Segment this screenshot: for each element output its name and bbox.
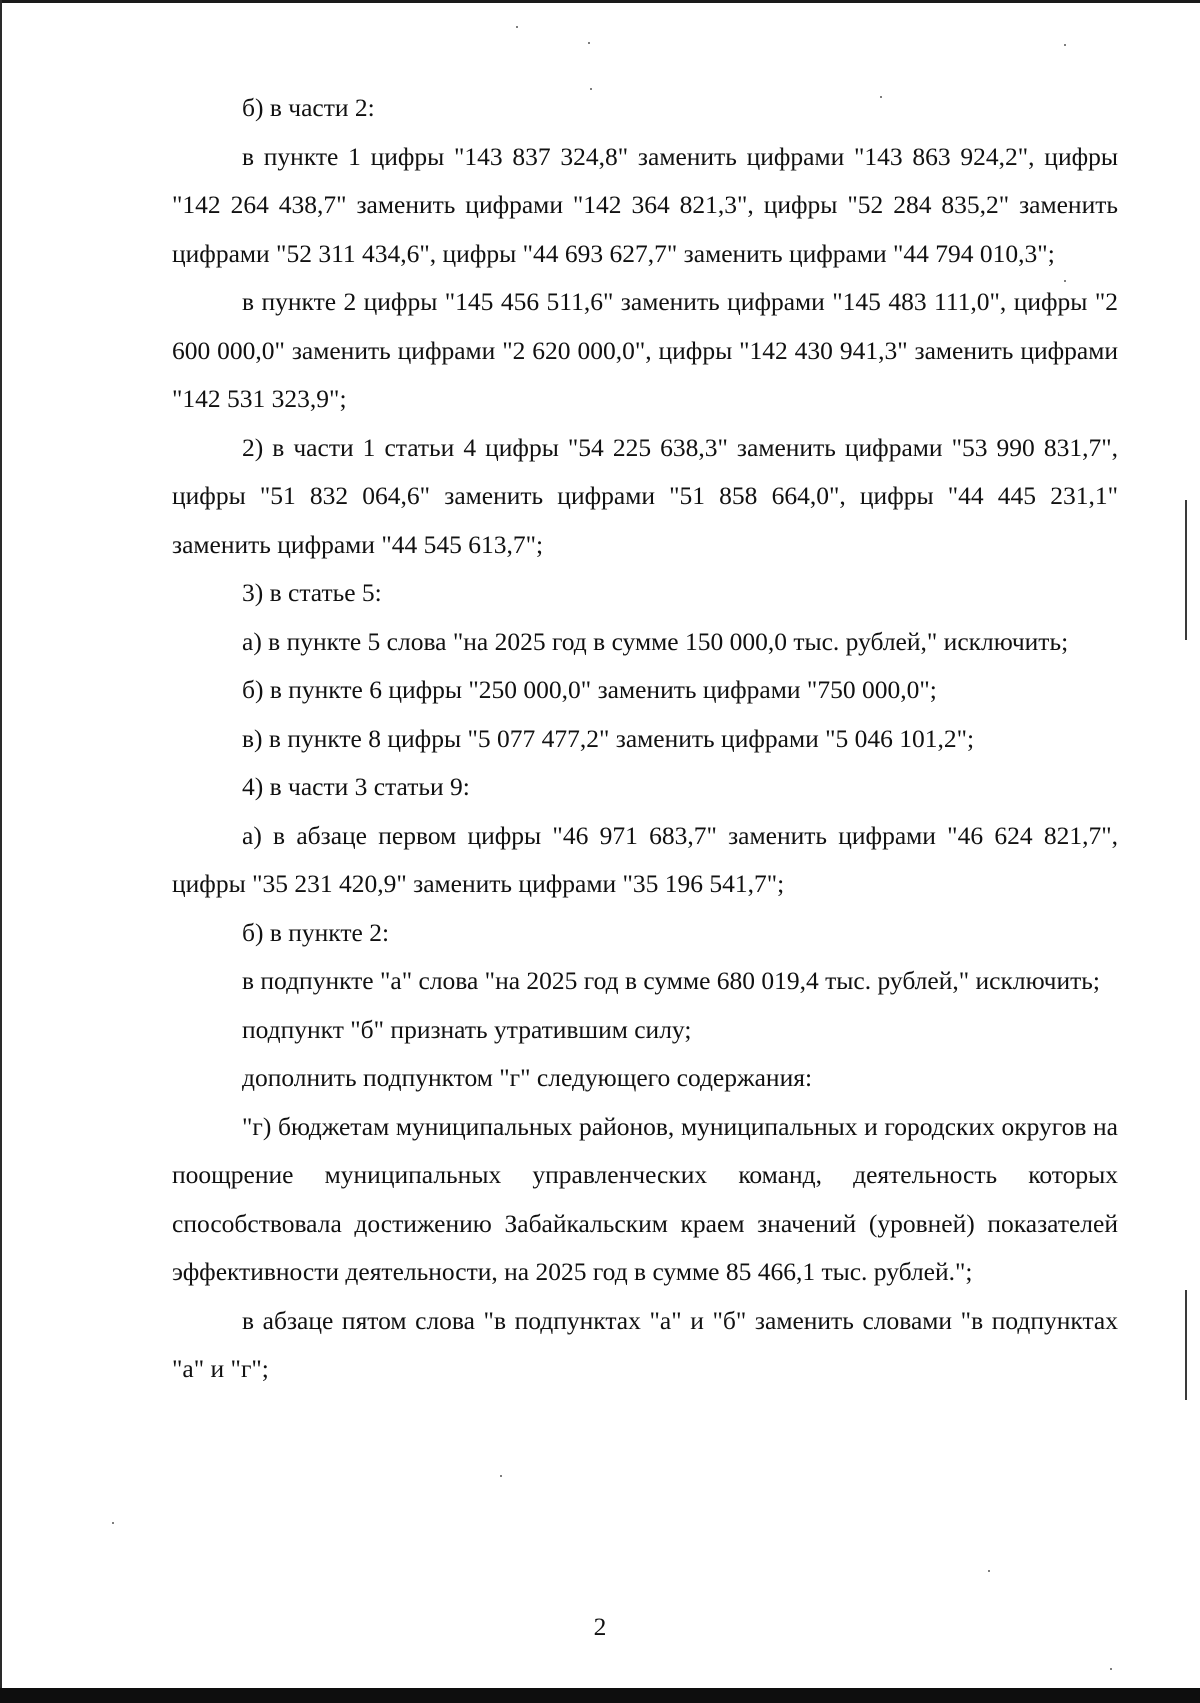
scan-speck: [112, 1522, 114, 1524]
paragraph: а) в абзаце первом цифры "46 971 683,7" заменить цифрами "46 624 821,7", цифры "35 231 420,9" заменить цифрами "35 196 541,7";: [172, 820, 1118, 898]
paragraph: в) в пункте 8 цифры "5 077 477,2" заменить цифрами "5 046 101,2";: [242, 723, 975, 753]
paragraph: в пункте 1 цифры "143 837 324,8" заменить цифрами "143 863 924,2", цифры "142 264 438,7" заменить цифрами "142 364 821,3", цифры "52 284 835,2" заменить цифрами "52 311 434,6", цифры "44 693 627,7" заменить цифрами "44 794 010,3";: [172, 141, 1118, 268]
scan-speck: [1064, 44, 1066, 46]
scan-speck: [588, 42, 590, 44]
paragraph: в абзаце пятом слова "в подпунктах "а" и "б" заменить словами "в подпунктах "а" и "г";: [172, 1305, 1118, 1383]
paragraph: б) в пункте 2:: [242, 917, 390, 947]
scan-border-left: [0, 0, 2, 1703]
page-number: 2: [593, 1612, 607, 1641]
scan-speck: [500, 1475, 502, 1477]
paragraph: 3) в статье 5:: [242, 578, 382, 607]
paragraph: в пункте 2 цифры "145 456 511,6" заменить цифрами "145 483 111,0", цифры "2 600 000,0" заменить цифрами "2 620 000,0", цифры "142 430 941,3" заменить цифрами "142 531 323,9";: [172, 287, 1118, 413]
paragraph: подпункт "б" признать утратившим силу;: [242, 1014, 692, 1044]
paragraph: 2) в части 1 статьи 4 цифры "54 225 638,3" заменить цифрами "53 990 831,7", цифры "51 832 064,6" заменить цифрами "51 858 664,0", цифры "44 445 231,1" заменить цифрами "44 545 613,7";: [172, 432, 1118, 559]
paragraph: 4) в части 3 статьи 9:: [242, 772, 470, 801]
scan-speck: [516, 26, 518, 28]
paragraph: в подпункте "а" слова "на 2025 год в сумме 680 019,4 тыс. рублей," исключить;: [242, 966, 1100, 995]
paragraph: б) в пункте 6 цифры "250 000,0" заменить цифрами "750 000,0";: [242, 675, 937, 704]
scan-speck: [988, 1570, 990, 1572]
scan-speck: [1110, 1668, 1112, 1670]
document-body: [172, 84, 1118, 1394]
scan-border-bottom: [0, 1688, 1200, 1703]
paragraph: "г) бюджетам муниципальных районов, муниципальных и городских округов на поощрение муниципальных управленческих команд, деятельность которых способствовала достижению Забайкальским краем значений (уровней) показателей эффективности деятельности, на 2025 год в сумме 85 466,1 тыс. рублей.";: [172, 1111, 1118, 1286]
scan-edge-mark: [1185, 1290, 1187, 1400]
scan-edge-mark: [1185, 500, 1187, 640]
scan-border-top: [0, 0, 1200, 3]
paragraph: б) в части 2:: [242, 93, 375, 122]
paragraph: дополнить подпунктом "г" следующего содержания:: [242, 1063, 813, 1092]
paragraph: а) в пункте 5 слова "на 2025 год в сумме 150 000,0 тыс. рублей," исключить;: [242, 626, 1069, 656]
